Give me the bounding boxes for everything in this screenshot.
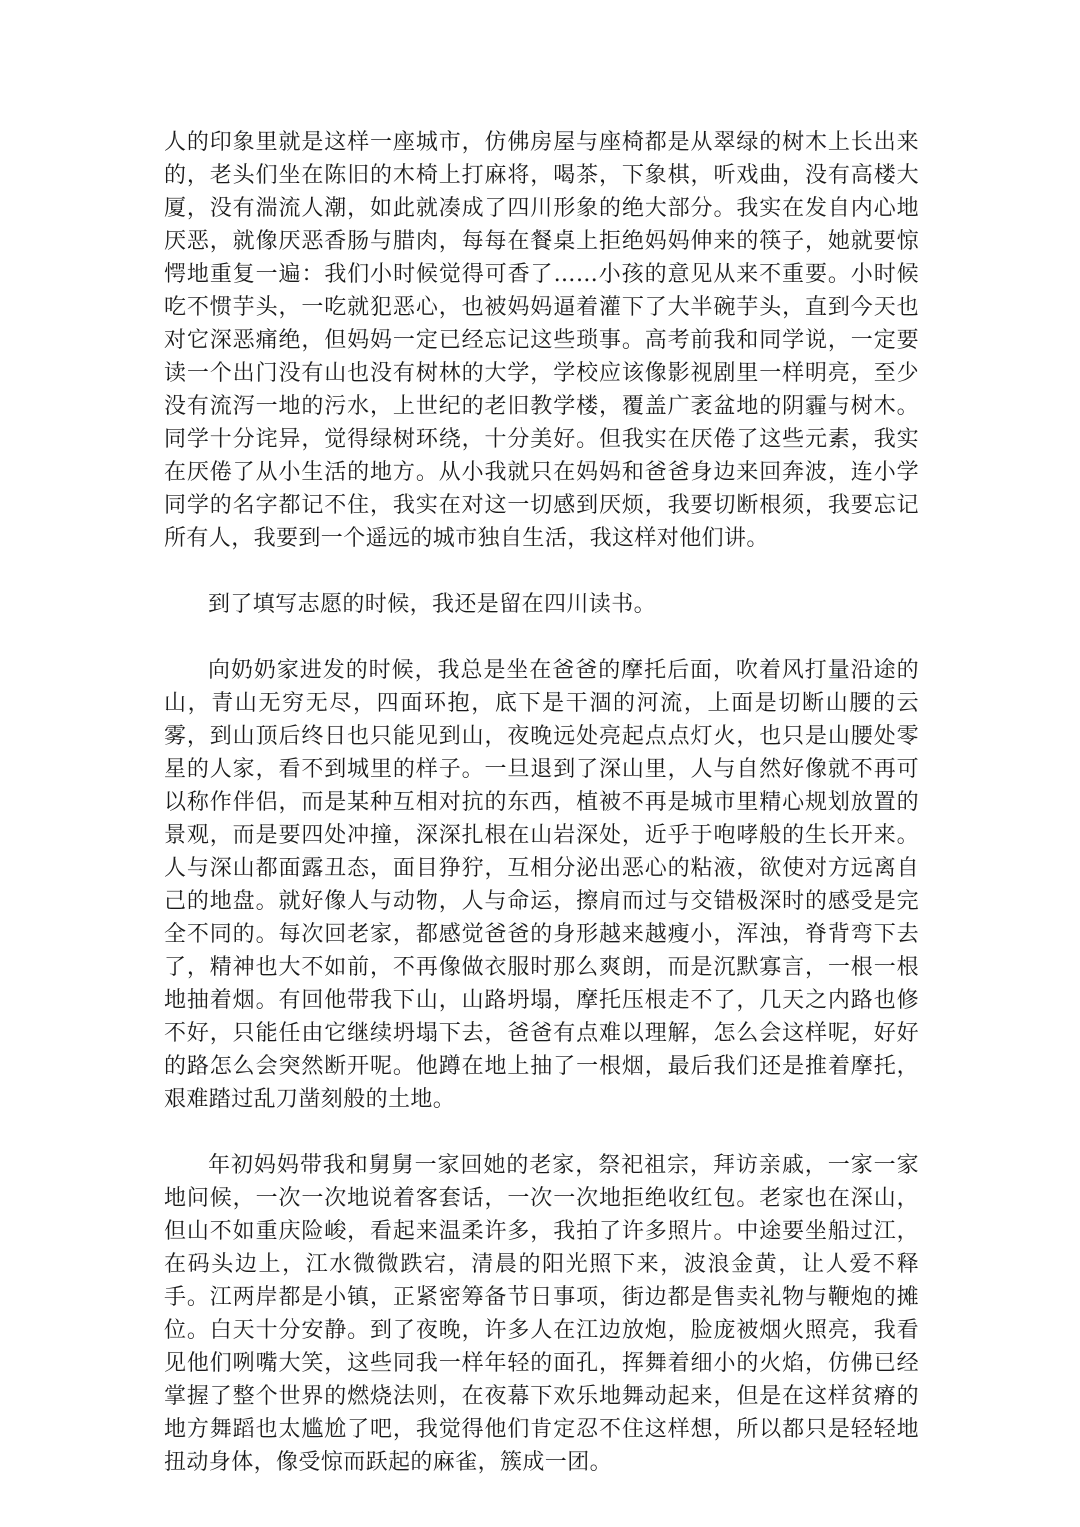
paragraph-continued: 人的印象里就是这样一座城市，仿佛房屋与座椅都是从翠绿的树木上长出来的，老头们坐在陈旧的木椅上打麻将，喝茶，下象棋，听戏曲，没有高楼大厦，没有湍流人潮，如此就凑成了四川形象的绝大部分。我实在发自内心地厌恶，就像厌恶香肠与腊肉，每每在餐桌上拒绝妈妈伸来的筷子，她就要惊愕地重复一遍：我们小时候觉得可香了……小孩的意见从来不重要。小时候吃不惯芋头，一吃就犯恶心，也被妈妈逼着灌下了大半碗芋头，直到今天也对它深恶痛绝，但妈妈一定已经忘记这些琐事。高考前我和同学说，一定要读一个出门没有山也没有树林的大学，学校应该像影视剧里一样明亮，至少没有流泻一地的污水，上世纪的老旧教学楼，覆盖广袤盆地的阴霾与树木。同学十分诧异，觉得绿树环绕，十分美好。但我实在厌倦了这些元素，我实在厌倦了从小生活的地方。从小我就只在妈妈和爸爸身边来回奔波，连小学同学的名字都记不住，我实在对这一切感到厌烦，我要切断根须，我要忘记所有人，我要到一个遥远的城市独自生活，我这样对他们讲。 xyxy=(164,130,919,551)
paragraph: 向奶奶家进发的时候，我总是坐在爸爸的摩托后面，吹着风打量沿途的山，青山无穷无尽，四面环抱，底下是干涸的河流，上面是切断山腰的云雾，到山顶后终日也只能见到山，夜晚远处亮起点点灯火，也只是山腰处零星的人家，看不到城里的样子。一旦退到了深山里，人与自然好像就不再可以称作伴侣，而是某种互相对抗的东西，植被不再是城市里精心规划放置的景观，而是要四处冲撞，深深扎根在山岩深处，近乎于咆哮般的生长开来。人与深山都面露丑态，面目狰狞，互相分泌出恶心的粘液，欲使对方远离自己的地盘。就好像人与动物，人与命运，擦肩而过与交错极深时的感受是完全不同的。每次回老家，都感觉爸爸的身形越来越瘦小，浑浊，脊背弯下去了，精神也大不如前，不再像做衣服时那么爽朗，而是沉默寡言，一根一根地抽着烟。有回他带我下山，山路坍塌，摩托压根走不了，几天之内路也修不好，只能任由它继续坍塌下去，爸爸有点难以理解，怎么会这样呢，好好的路怎么会突然断开呢。他蹲在地上抽了一根烟，最后我们还是推着摩托，艰难踏过乱刀凿刻般的土地。 xyxy=(164,658,919,1112)
article-body xyxy=(164,126,919,1479)
paragraph: 到了填写志愿的时候，我还是留在四川读书。 xyxy=(208,592,657,617)
paragraph: 年初妈妈带我和舅舅一家回她的老家，祭祀祖宗，拜访亲戚，一家一家地问候，一次一次地说着客套话，一次一次地拒绝收红包。老家也在深山，但山不如重庆险峻，看起来温柔许多，我拍了许多照片。中途要坐船过江，在码头边上，江水微微跌宕，清晨的阳光照下来，波浪金黄，让人爱不释手。江两岸都是小镇，正紧密筹备节日事项，街边都是售卖礼物与鞭炮的摊位。白天十分安静。到了夜晚，许多人在江边放炮，脸庞被烟火照亮，我看见他们咧嘴大笑，这些同我一样年轻的面孔，挥舞着细小的火焰，仿佛已经掌握了整个世界的燃烧法则，在夜幕下欢乐地舞动起来，但是在这样贫瘠的地方舞蹈也太尴尬了吧，我觉得他们肯定忍不住这样想，所以都只是轻轻地扭动身体，像受惊而跃起的麻雀，簇成一团。 xyxy=(164,1153,919,1475)
